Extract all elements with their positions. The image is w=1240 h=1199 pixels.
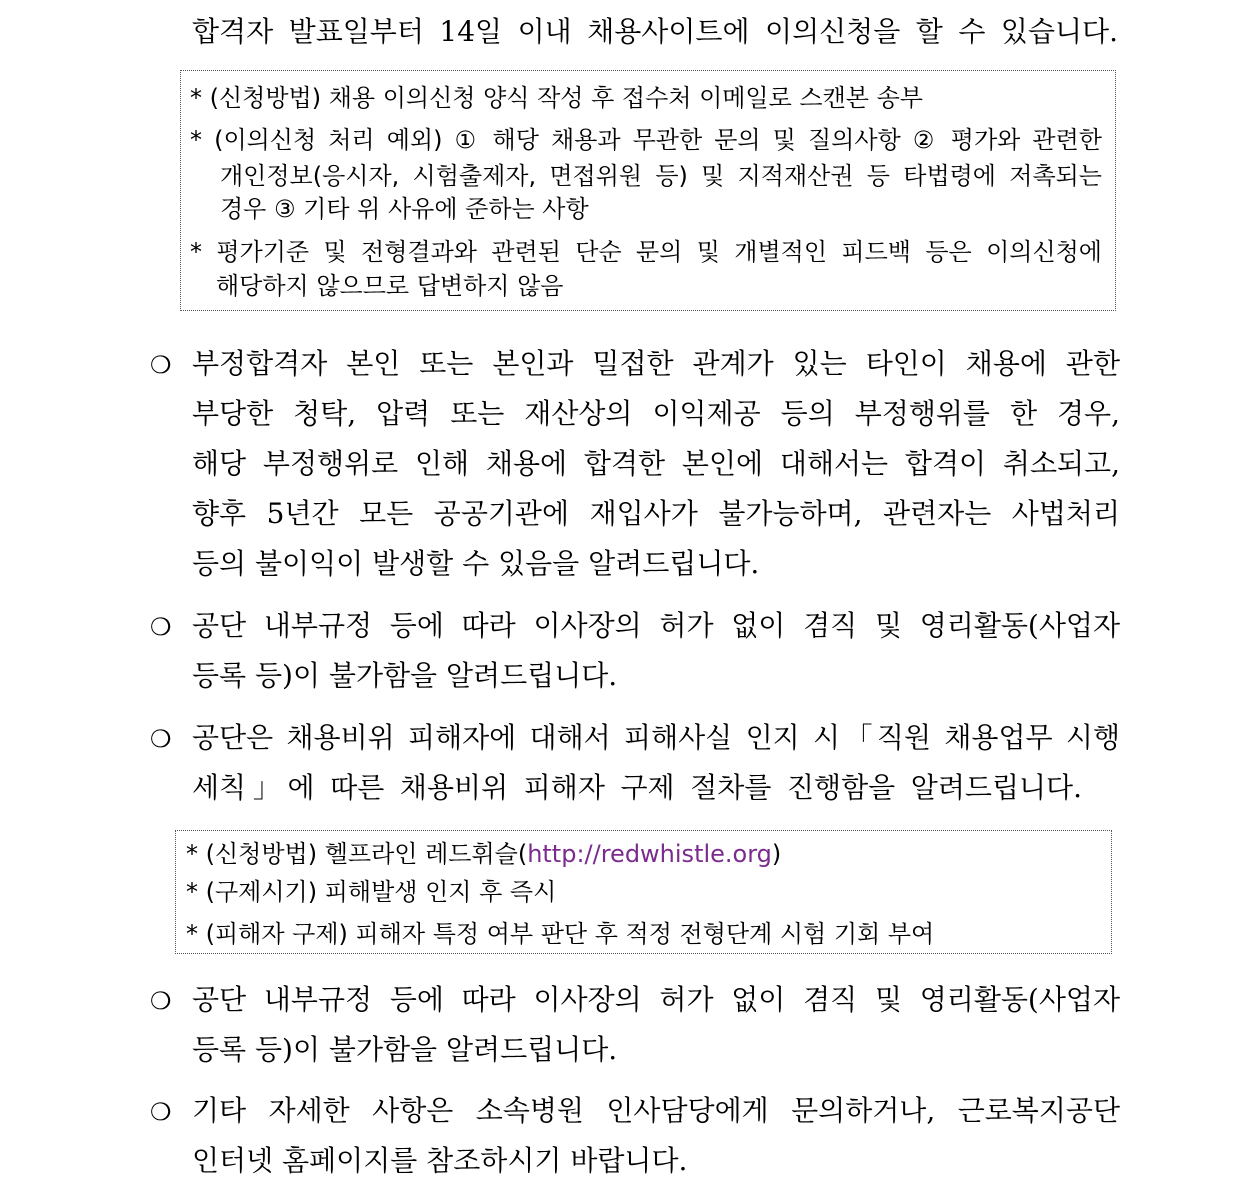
p4-line1: 공단 내부규정 등에 따라 이사장의 허가 없이 겸직 및 영리활동(사업자 (192, 983, 1120, 1016)
p3-line1: 공단은 채용비위 피해자에 대해서 피해사실 인지 시「직원 채용업무 시행 (192, 721, 1120, 754)
bullet-icon: ❍ (150, 725, 172, 753)
note-relief-method-text: * (신청방법) 헬프라인 레드휘슬( (186, 840, 528, 868)
note-relief-timing: * (구제시기) 피해발생 인지 후 즉시 (186, 878, 557, 906)
p4-line2: 등록 등)이 불가함을 알려드립니다. (192, 1033, 618, 1066)
p1-line4: 향후 5년간 모든 공공기관에 재입사가 불가능하며, 관련자는 사법처리 (192, 497, 1120, 530)
p3-line2: 세칙」에 따른 채용비위 피해자 구제 절차를 진행함을 알려드립니다. (192, 771, 1082, 804)
note-exception-line2: 개인정보(응시자, 시험출제자, 면접위원 등) 및 지적재산권 등 타법령에 저촉되는 (220, 162, 1102, 190)
p1-line1: 부정합격자 본인 또는 본인과 밀접한 관계가 있는 타인이 채용에 관한 (192, 347, 1120, 380)
note-relief-method-suffix: ) (771, 840, 782, 868)
bullet-icon: ❍ (150, 351, 172, 379)
p2-line1: 공단 내부규정 등에 따라 이사장의 허가 없이 겸직 및 영리활동(사업자 (192, 609, 1120, 642)
note-relief-method (186, 838, 781, 870)
note-exception-line1: * (이의신청 처리 예외) ① 해당 채용과 무관한 문의 및 질의사항 ② 평가와 관련한 (190, 126, 1102, 154)
p1-line5: 등의 불이익이 발생할 수 있음을 알려드립니다. (192, 547, 760, 580)
bullet-icon: ❍ (150, 1098, 172, 1126)
p2-line2: 등록 등)이 불가함을 알려드립니다. (192, 659, 618, 692)
p5-line1: 기타 자세한 사항은 소속병원 인사담당에게 문의하거나, 근로복지공단 (192, 1094, 1120, 1127)
bullet-icon: ❍ (150, 987, 172, 1015)
p1-line3: 해당 부정행위로 인해 채용에 합격한 본인에 대해서는 합격이 취소되고, (192, 447, 1120, 480)
p5-line2: 인터넷 홈페이지를 참조하시기 바랍니다. (192, 1144, 688, 1177)
redwhistle-link[interactable]: http://redwhistle.org (527, 840, 772, 868)
note-feedback-line1: * 평가기준 및 전형결과와 관련된 단순 문의 및 개별적인 피드백 등은 이의신청에 (190, 238, 1102, 266)
bullet-icon: ❍ (150, 613, 172, 641)
note-relief-remedy: * (피해자 구제) 피해자 특정 여부 판단 후 적정 전형단계 시험 기회 부여 (186, 920, 935, 948)
intro-text: 합격자 발표일부터 14일 이내 채용사이트에 이의신청을 할 수 있습니다. (192, 15, 1118, 48)
note-exception-line3: 경우 ③ 기타 위 사유에 준하는 사항 (220, 195, 589, 223)
note-application-method: * (신청방법) 채용 이의신청 양식 작성 후 접수처 이메일로 스캔본 송부 (190, 84, 923, 112)
p1-line2: 부당한 청탁, 압력 또는 재산상의 이익제공 등의 부정행위를 한 경우, (192, 397, 1120, 430)
note-feedback-line2: 해당하지 않으므로 답변하지 않음 (216, 272, 564, 300)
